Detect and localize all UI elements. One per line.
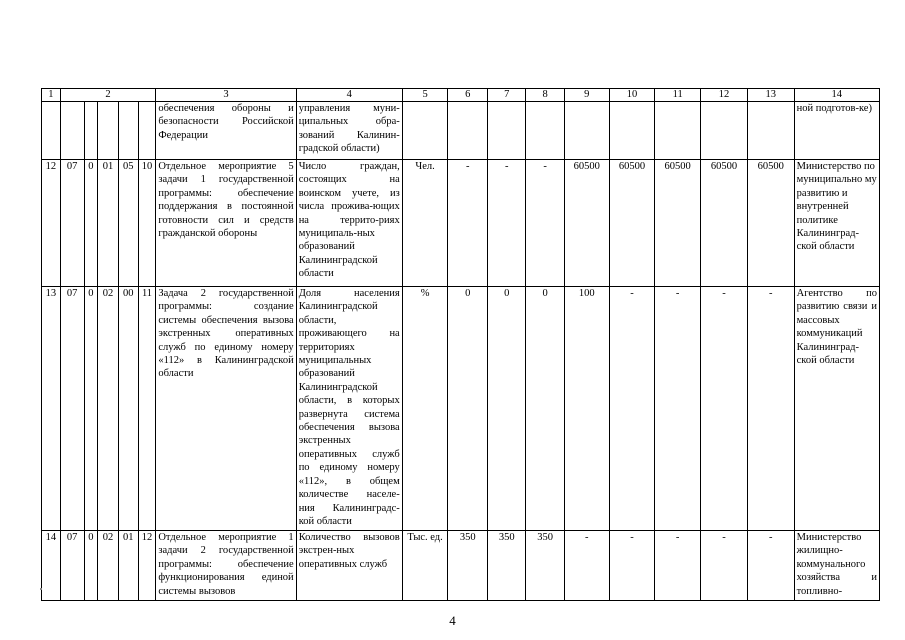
measure-name: Отдельное мероприятие 5 задачи 1 государственной программы: обеспечение поддержания в постоянной готовности сил и средств гражданской обороны (156, 160, 296, 287)
indicator-name: Количество вызовов экстрен-ных оперативных служб (296, 531, 402, 601)
value-cell: - (655, 287, 701, 531)
indicator-name: Доля населения Калининградской области, проживающего на территориях муниципальных образований Калининградской области, в которых развернута система обеспечения вызова экстренных оперативных служб по единому номеру «112», в общем количестве населе-ния Калининградс-кой области (296, 287, 402, 531)
code-part: 02 (98, 531, 119, 601)
code-part: 0 (84, 160, 98, 287)
code-part: 07 (60, 160, 84, 287)
header-cell-5: 5 (402, 89, 448, 102)
indicator-name: Число граждан, состоящих на воинском учете, из числа прожива-ющих на террито-риях муниципаль-ных образований Калининградской области (296, 160, 402, 287)
responsible-cell: Агентство по развитию связи и массовых коммуникаций Калининград-ской области (794, 287, 879, 531)
unit-cell: % (402, 287, 448, 531)
responsible-cell: Министерство жилищно-коммунального хозяйства и топливно- (794, 531, 879, 601)
code-part: 10 (138, 160, 156, 287)
value-cell: - (609, 531, 655, 601)
code-part: 07 (60, 531, 84, 601)
header-cell-11: 11 (655, 89, 701, 102)
row-number: 13 (42, 287, 61, 531)
header-cell-12: 12 (701, 89, 748, 102)
unit-cell: Тыс. ед. (402, 531, 448, 601)
continuation-responsible-cell: ной подготов-ке) (794, 102, 879, 160)
value-cell: - (609, 287, 655, 531)
responsible-cell: Министерство по муниципально му развитию и внутренней политике Калининград-ской области (794, 160, 879, 287)
header-cell-8: 8 (526, 89, 564, 102)
continuation-row (42, 102, 880, 160)
code-part: 01 (118, 531, 138, 601)
code-part: 0 (84, 287, 98, 531)
value-cell: 350 (526, 531, 564, 601)
header-cell-14: 14 (794, 89, 879, 102)
header-cell-3: 3 (156, 89, 296, 102)
value-cell: - (747, 287, 794, 531)
value-cell: - (655, 531, 701, 601)
measure-name: Задача 2 государственной программы: создание системы обеспечения вызова экстренных оперативных служб по единому номеру «112» в Калининградской области (156, 287, 296, 531)
row-number: 14 (42, 531, 61, 601)
header-cell-10: 10 (609, 89, 655, 102)
code-part: 05 (118, 160, 138, 287)
code-part: 0 (84, 531, 98, 601)
row-number: 12 (42, 160, 61, 287)
header-row (42, 89, 880, 102)
code-part: 11 (138, 287, 156, 531)
header-cell-2: 2 (60, 89, 156, 102)
unit-cell: Чел. (402, 160, 448, 287)
value-cell: 350 (487, 531, 525, 601)
value-cell: - (701, 531, 748, 601)
header-cell-7: 7 (487, 89, 525, 102)
code-part: 12 (138, 531, 156, 601)
value-cell: - (448, 160, 488, 287)
value-cell: 60500 (701, 160, 748, 287)
value-cell: 0 (487, 287, 525, 531)
value-cell: 0 (448, 287, 488, 531)
measure-name: Отдельное мероприятие 1 задачи 2 государственной программы: обеспечение функционирования единой системы вызовов (156, 531, 296, 601)
table-row (42, 287, 880, 531)
value-cell: - (526, 160, 564, 287)
continuation-indicator-cell: управления муни-ципальных обра-зований Калинин-градской области) (296, 102, 402, 160)
code-part: 07 (60, 287, 84, 531)
value-cell: - (747, 531, 794, 601)
code-part: 01 (98, 160, 119, 287)
value-cell: - (701, 287, 748, 531)
value-cell: 60500 (564, 160, 609, 287)
value-cell: 350 (448, 531, 488, 601)
scan-mark (40, 588, 42, 590)
table-row (42, 160, 880, 287)
code-part: 00 (118, 287, 138, 531)
page-number: 4 (449, 613, 456, 628)
header-cell-1: 1 (42, 89, 61, 102)
value-cell: 0 (526, 287, 564, 531)
value-cell: 100 (564, 287, 609, 531)
header-cell-4: 4 (296, 89, 402, 102)
indicator-table (41, 88, 880, 601)
code-part: 02 (98, 287, 119, 531)
header-cell-6: 6 (448, 89, 488, 102)
value-cell: 60500 (609, 160, 655, 287)
value-cell: - (487, 160, 525, 287)
header-cell-13: 13 (747, 89, 794, 102)
value-cell: 60500 (655, 160, 701, 287)
continuation-name-cell: обеспечения обороны и безопасности Российской Федерации (156, 102, 296, 160)
table-row (42, 531, 880, 601)
value-cell: - (564, 531, 609, 601)
value-cell: 60500 (747, 160, 794, 287)
header-cell-9: 9 (564, 89, 609, 102)
